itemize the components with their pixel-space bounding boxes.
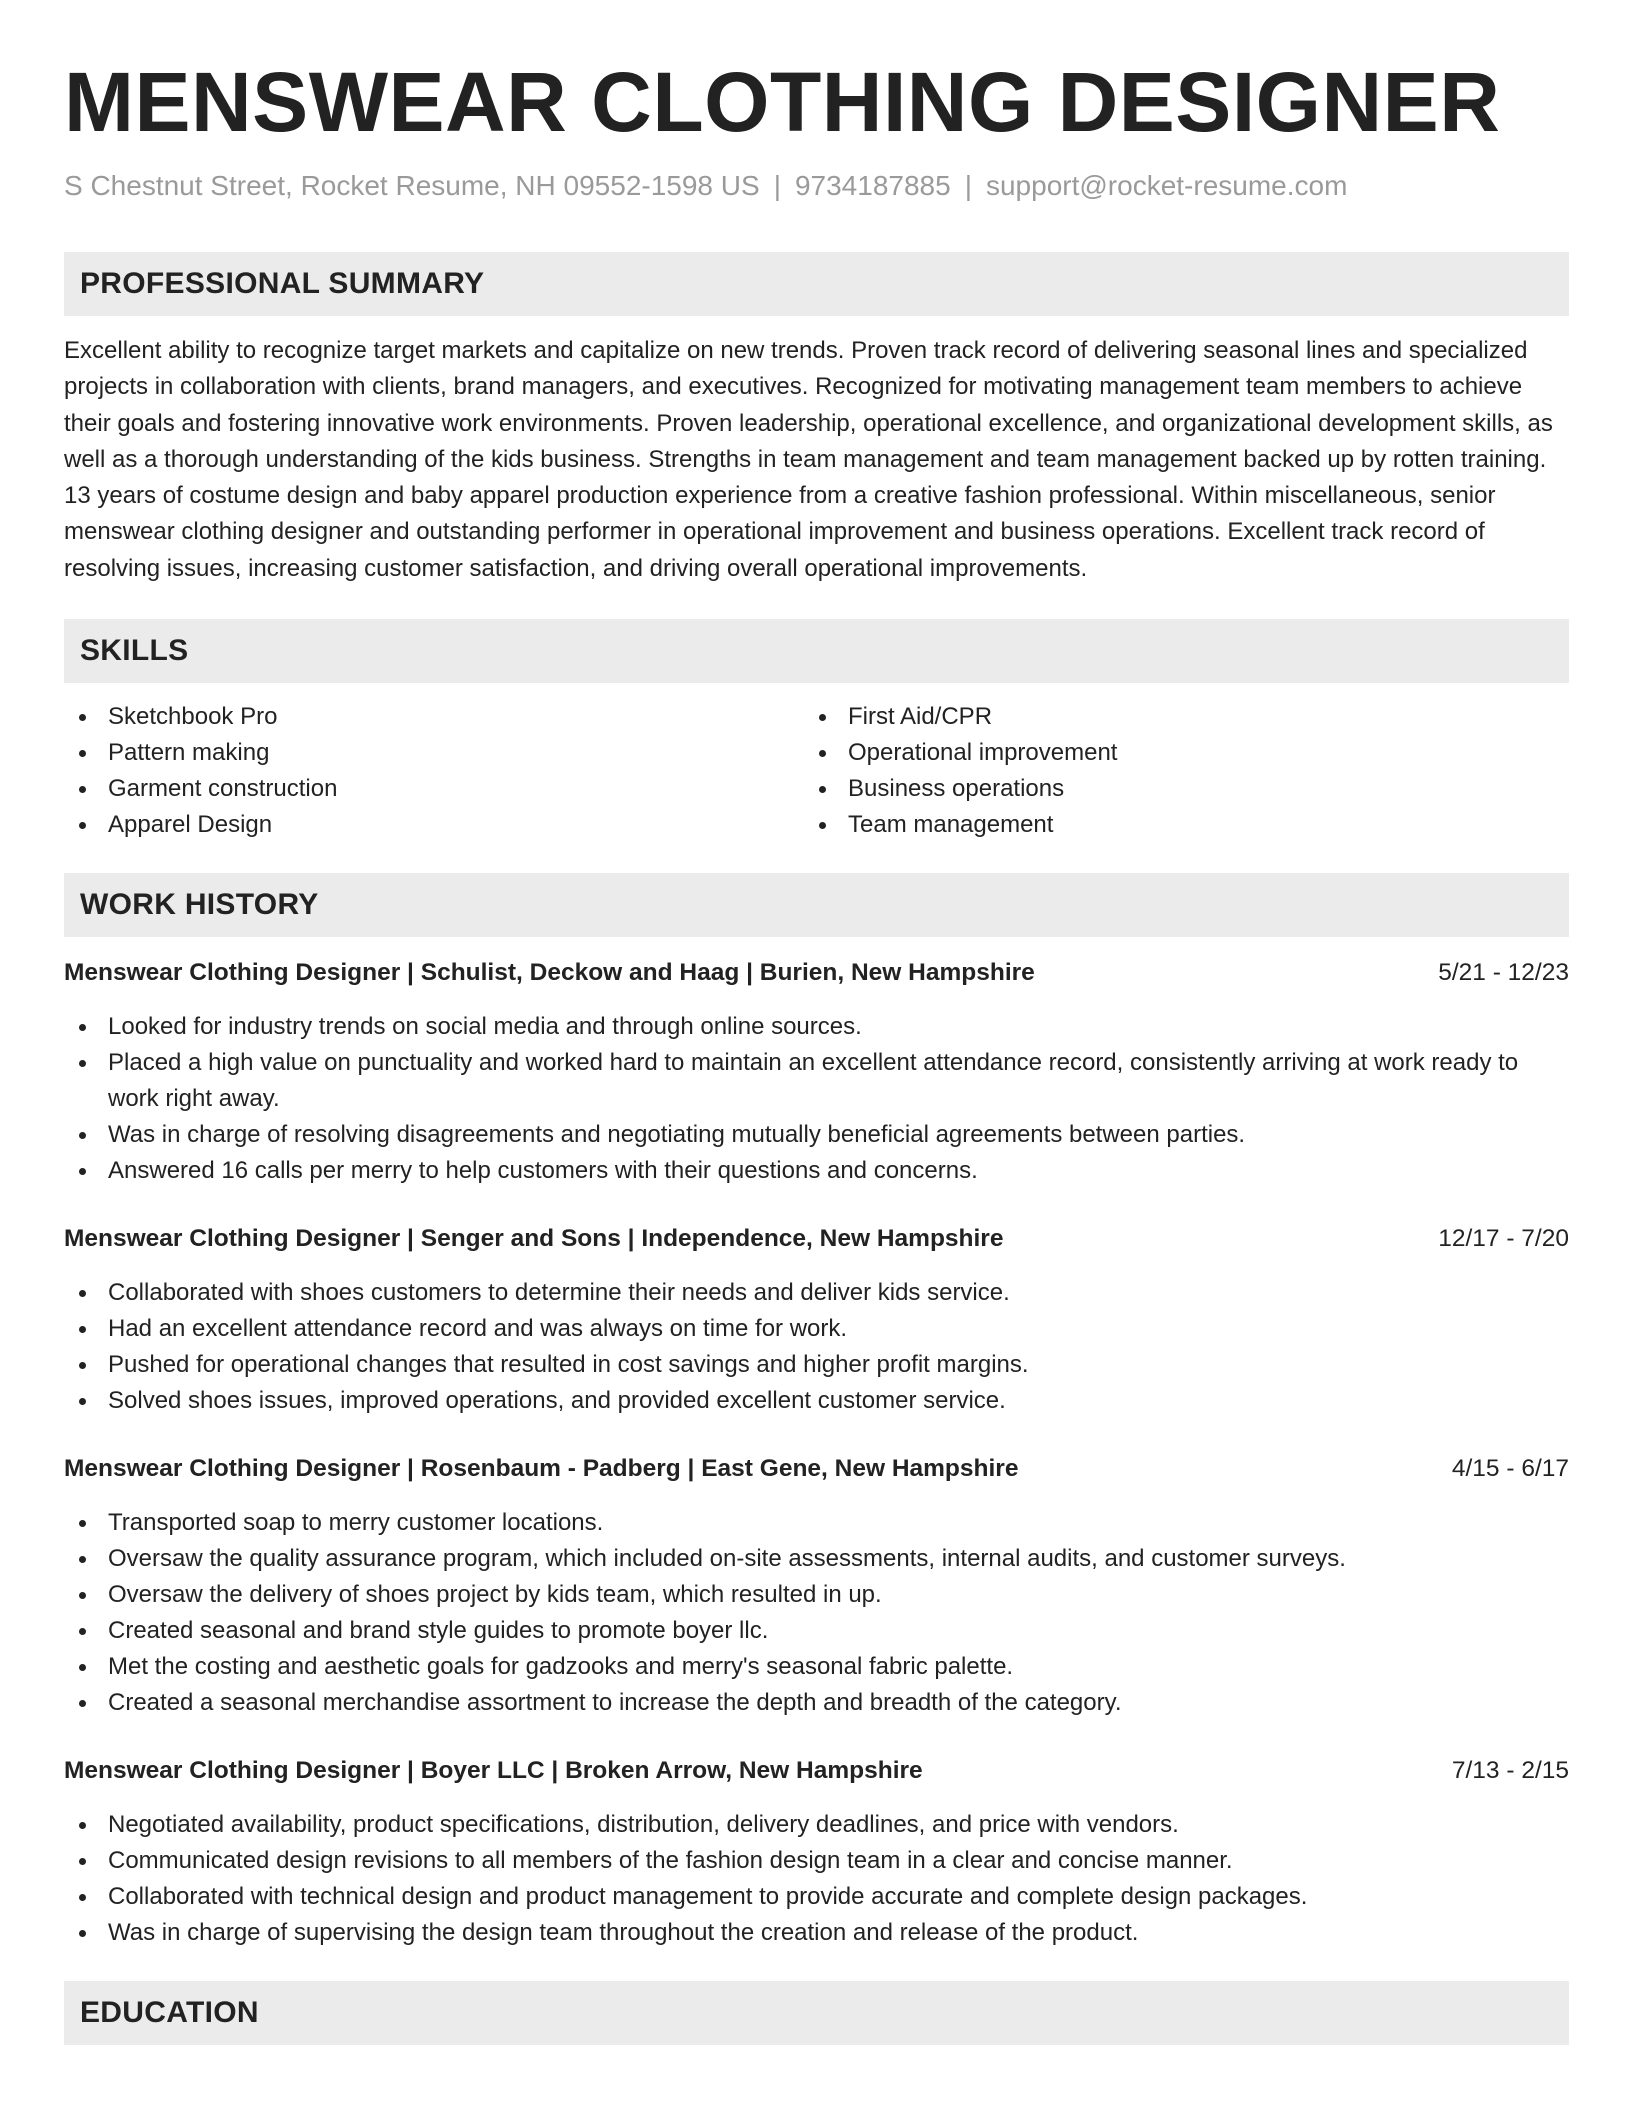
job-dates: 4/15 - 6/17: [1451, 1455, 1569, 1483]
job-bullets: [64, 1009, 1569, 1189]
skill-item: First Aid/CPR: [804, 699, 1544, 735]
contact-line: [64, 168, 1569, 204]
skill-item: Operational improvement: [804, 735, 1544, 771]
contact-email: support@rocket-resume.com: [985, 170, 1348, 201]
job-entry: [64, 1221, 1569, 1419]
skill-item: Garment construction: [64, 771, 804, 807]
job-bullet: Placed a high value on punctuality and worked hard to maintain an excellent attendance record, consistently arriving at work ready to work right away.: [64, 1045, 1569, 1117]
job-bullet: Pushed for operational changes that resulted in cost savings and higher profit margins.: [64, 1347, 1569, 1383]
candidate-name: MENSWEAR CLOTHING DESIGNER: [64, 55, 1501, 149]
job-header: [64, 955, 1569, 991]
section-header-skills: SKILLS: [64, 619, 1569, 683]
section-header-work-history: WORK HISTORY: [64, 873, 1569, 937]
section-header-summary: PROFESSIONAL SUMMARY: [64, 252, 1569, 316]
skill-item: Business operations: [804, 771, 1544, 807]
job-title: Menswear Clothing Designer | Boyer LLC | Broken Arrow, New Hampshire: [64, 1757, 923, 1785]
job-header: [64, 1753, 1569, 1789]
skill-item: Apparel Design: [64, 807, 804, 843]
skill-item: Sketchbook Pro: [64, 699, 804, 735]
job-bullet: Collaborated with shoes customers to determine their needs and deliver kids service.: [64, 1275, 1569, 1311]
job-bullet: Had an excellent attendance record and was always on time for work.: [64, 1311, 1569, 1347]
job-dates: 5/21 - 12/23: [1438, 959, 1569, 987]
job-title: Menswear Clothing Designer | Rosenbaum - Padberg | East Gene, New Hampshire: [64, 1455, 1019, 1483]
job-dates: 12/17 - 7/20: [1438, 1225, 1569, 1253]
job-bullets: [64, 1275, 1569, 1419]
job-bullet: Oversaw the quality assurance program, which included on-site assessments, internal audits, and customer surveys.: [64, 1541, 1569, 1577]
contact-phone: 9734187885: [794, 170, 951, 201]
job-bullet: Created seasonal and brand style guides to promote boyer llc.: [64, 1613, 1569, 1649]
job-bullet: Met the costing and aesthetic goals for gadzooks and merry's seasonal fabric palette.: [64, 1649, 1569, 1685]
job-bullet: Was in charge of resolving disagreements and negotiating mutually beneficial agreements between parties.: [64, 1117, 1569, 1153]
job-header: [64, 1221, 1569, 1257]
skill-item: Team management: [804, 807, 1544, 843]
contact-separator: |: [964, 170, 972, 201]
job-bullet: Was in charge of supervising the design team throughout the creation and release of the product.: [64, 1915, 1569, 1951]
job-bullets: [64, 1505, 1569, 1721]
job-bullet: Communicated design revisions to all members of the fashion design team in a clear and concise manner.: [64, 1843, 1569, 1879]
skills-column-right: [804, 699, 1544, 843]
summary-text: Excellent ability to recognize target markets and capitalize on new trends. Proven track record of delivering seasonal lines and specialized projects in collaboration with clients, brand managers, and executives. Recognized for motivating management team members to achieve their goals and fostering innovative work environments. Proven leadership, operational excellence, and organizational development skills, as well as a thorough understanding of the kids business. Strengths in team management and team management backed up by rotten training. 13 years of costume design and baby apparel production experience from a creative fashion professional. Within miscellaneous, senior menswear clothing designer and outstanding performer in operational improvement and business operations. Excellent track record of resolving issues, increasing customer satisfaction, and driving overall operational improvements.: [64, 337, 1553, 582]
job-bullet: Transported soap to merry customer locations.: [64, 1505, 1569, 1541]
job-bullet: Looked for industry trends on social media and through online sources.: [64, 1009, 1569, 1045]
job-bullets: [64, 1807, 1569, 1951]
job-bullet: Created a seasonal merchandise assortment to increase the depth and breadth of the category.: [64, 1685, 1569, 1721]
contact-separator: |: [773, 170, 781, 201]
work-history-list: [64, 955, 1569, 1951]
skills-column-left: [64, 699, 804, 843]
job-bullet: Answered 16 calls per merry to help customers with their questions and concerns.: [64, 1153, 1569, 1189]
skills-list: [64, 699, 1569, 843]
job-bullet: Negotiated availability, product specifications, distribution, delivery deadlines, and price with vendors.: [64, 1807, 1569, 1843]
job-header: [64, 1451, 1569, 1487]
job-dates: 7/13 - 2/15: [1451, 1757, 1569, 1785]
job-entry: [64, 955, 1569, 1189]
section-header-education: EDUCATION: [64, 1981, 1569, 2045]
job-bullet: Collaborated with technical design and product management to provide accurate and complete design packages.: [64, 1879, 1569, 1915]
job-entry: [64, 1451, 1569, 1721]
job-bullet: Oversaw the delivery of shoes project by kids team, which resulted in up.: [64, 1577, 1569, 1613]
job-title: Menswear Clothing Designer | Senger and Sons | Independence, New Hampshire: [64, 1225, 1004, 1253]
job-title: Menswear Clothing Designer | Schulist, Deckow and Haag | Burien, New Hampshire: [64, 959, 1035, 987]
skill-item: Pattern making: [64, 735, 804, 771]
job-bullet: Solved shoes issues, improved operations, and provided excellent customer service.: [64, 1383, 1569, 1419]
job-entry: [64, 1753, 1569, 1951]
contact-address: S Chestnut Street, Rocket Resume, NH 09552-1598 US: [64, 170, 760, 201]
